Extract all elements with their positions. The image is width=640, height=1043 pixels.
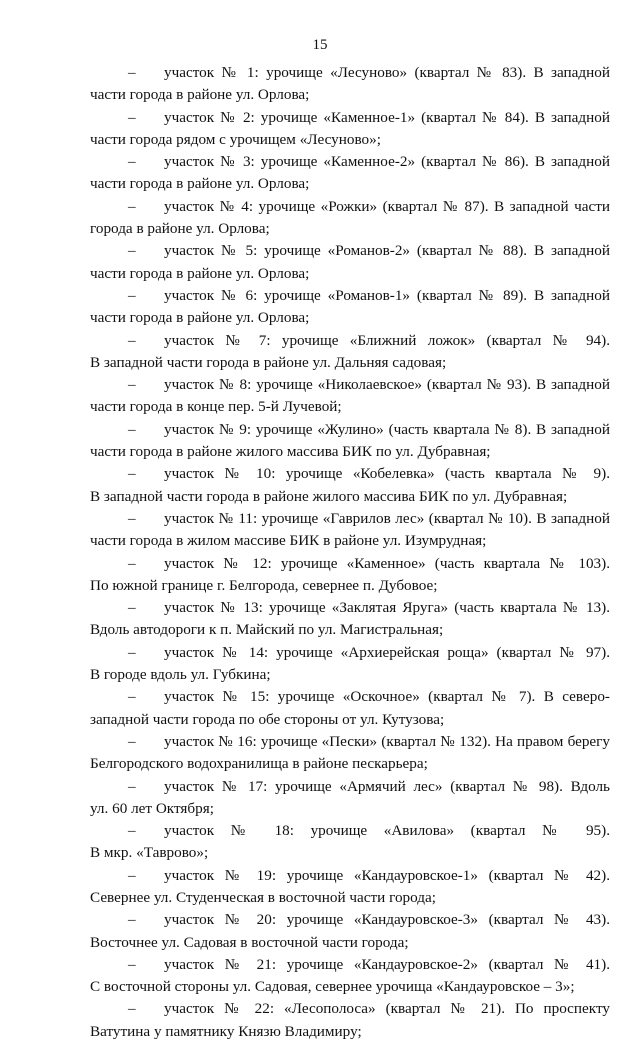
list-item-continuation: В городе вдоль ул. Губкина;	[90, 666, 271, 684]
list-item-first-line	[90, 330, 610, 352]
list-item-continuation: Вдоль автодороги к п. Майский по ул. Магистральная;	[90, 621, 444, 639]
list-item-first-line	[90, 686, 610, 708]
list-dash: –	[128, 688, 136, 706]
list-item-text: участок № 15: урочище «Оскочное» (квартал № 7). В северо-	[164, 688, 610, 706]
list-item-first-line	[90, 508, 610, 530]
list-item-text: участок № 22: «Лесополоса» (квартал № 21). По проспекту	[164, 1000, 610, 1018]
list-item-continuation: части города в районе жилого массива БИК по ул. Дубравная;	[90, 443, 491, 461]
list-item-continuation: части города в районе ул. Орлова;	[90, 175, 310, 193]
list-item-text: участок № 16: урочище «Пески» (квартал № 132). На правом берегу	[164, 732, 610, 750]
list-item-first-line	[90, 642, 610, 664]
list-item-first-line	[90, 374, 610, 396]
list-item-continuation: части города в жилом массиве БИК в районе ул. Изумрудная;	[90, 532, 487, 550]
list-item-first-line	[90, 240, 610, 262]
list-item-continuation: западной части города по обе стороны от ул. Кутузова;	[90, 710, 445, 728]
list-dash: –	[128, 64, 136, 81]
list-item-text: участок № 9: урочище «Жулино» (часть квартала № 8). В западной	[164, 420, 610, 438]
list-item	[90, 463, 610, 508]
list-dash: –	[128, 286, 136, 304]
list-item-text: участок № 3: урочище «Каменное-2» (квартал № 86). В западной	[164, 153, 610, 171]
list-item-first-line	[90, 151, 610, 173]
list-dash: –	[128, 643, 136, 661]
list-item-text: участок № 2: урочище «Каменное-1» (квартал № 84). В западной	[164, 108, 610, 126]
list-dash: –	[128, 197, 136, 215]
list-item	[90, 508, 610, 553]
list-item	[90, 731, 610, 776]
list-item-continuation: части города в районе ул. Орлова;	[90, 264, 310, 282]
list-item	[90, 865, 610, 910]
list-dash: –	[128, 465, 136, 483]
list-item-first-line	[90, 865, 610, 887]
list-item-first-line	[90, 62, 610, 84]
list-item-first-line	[90, 463, 610, 485]
list-item-first-line	[90, 776, 610, 798]
list-item-first-line	[90, 998, 610, 1020]
list-dash: –	[128, 554, 136, 572]
list-item	[90, 196, 610, 241]
list-item-text: участок № 18: урочище «Авилова» (квартал № 95).	[164, 822, 610, 840]
list-item-text: участок № 1: урочище «Лесуново» (квартал № 83). В западной	[164, 64, 610, 81]
list-item-text: участок № 5: урочище «Романов-2» (квартал № 88). В западной	[164, 242, 610, 260]
list-item	[90, 642, 610, 687]
list-item	[90, 240, 610, 285]
list-item-continuation: Ватутина у памятнику Князю Владимиру;	[90, 1022, 362, 1040]
list-item-continuation: части города рядом с урочищем «Лесуново»;	[90, 130, 381, 148]
list-item-first-line	[90, 419, 610, 441]
list-item-text: участок № 12: урочище «Каменное» (часть квартала № 103).	[164, 554, 610, 572]
list-dash: –	[128, 509, 136, 527]
list-item	[90, 998, 610, 1043]
list-item-continuation: С восточной стороны ул. Садовая, севернее урочища «Кандауровское – 3»;	[90, 978, 575, 996]
list-item	[90, 62, 610, 107]
list-item-text: участок № 13: урочище «Заклятая Яруга» (часть квартала № 13).	[164, 599, 610, 617]
list-item-text: участок № 14: урочище «Архиерейская роща» (квартал № 97).	[164, 643, 610, 661]
list-item-first-line	[90, 954, 610, 976]
list-item-continuation: По южной границе г. Белгорода, севернее п. Дубовое;	[90, 576, 438, 594]
list-item	[90, 285, 610, 330]
list-item-continuation: части города в районе ул. Орлова;	[90, 309, 310, 327]
list-dash: –	[128, 420, 136, 438]
list-item-first-line	[90, 285, 610, 307]
list-item-first-line	[90, 107, 610, 129]
list-dash: –	[128, 732, 136, 750]
list-item	[90, 686, 610, 731]
list-item	[90, 419, 610, 464]
list-item	[90, 820, 610, 865]
list-item	[90, 151, 610, 196]
list-item-first-line	[90, 909, 610, 931]
list-dash: –	[128, 108, 136, 126]
list-item-text: участок № 11: урочище «Гаврилов лес» (квартал № 10). В западной	[164, 509, 610, 527]
list-dash: –	[128, 153, 136, 171]
page-number: 15	[312, 37, 328, 53]
list-item-continuation: Восточнее ул. Садовая в восточной части города;	[90, 933, 409, 951]
list-item-text: участок № 20: урочище «Кандауровское-3» (квартал № 43).	[164, 911, 610, 929]
list-item-text: участок № 4: урочище «Рожки» (квартал № 87). В западной части	[164, 197, 610, 215]
list-dash: –	[128, 376, 136, 394]
list-item-first-line	[90, 196, 610, 218]
list-item-text: участок № 7: урочище «Ближний ложок» (квартал № 94).	[164, 331, 610, 349]
list-item-first-line	[90, 597, 610, 619]
list-item-text: участок № 19: урочище «Кандауровское-1» (квартал № 42).	[164, 866, 610, 884]
list-item-text: участок № 21: урочище «Кандауровское-2» (квартал № 41).	[164, 955, 610, 973]
list-item-text: участок № 8: урочище «Николаевское» (квартал № 93). В западной	[164, 376, 610, 394]
list-item-continuation: ул. 60 лет Октября;	[90, 799, 214, 817]
list-item	[90, 597, 610, 642]
list-item	[90, 776, 610, 821]
list-item-first-line	[90, 820, 610, 842]
list-dash: –	[128, 777, 136, 795]
list-item	[90, 909, 610, 954]
list-dash: –	[128, 331, 136, 349]
list-item	[90, 374, 610, 419]
list-item	[90, 107, 610, 152]
list-item	[90, 954, 610, 999]
list-dash: –	[128, 822, 136, 840]
list-item	[90, 330, 610, 375]
list-dash: –	[128, 242, 136, 260]
forest-plot-list	[90, 62, 610, 1043]
list-item	[90, 553, 610, 598]
list-item-continuation: Белгородского водохранилища в районе пескарьера;	[90, 755, 428, 773]
list-dash: –	[128, 866, 136, 884]
list-item-continuation: Севернее ул. Студенческая в восточной части города;	[90, 888, 436, 906]
list-dash: –	[128, 1000, 136, 1018]
list-dash: –	[128, 911, 136, 929]
list-item-text: участок № 6: урочище «Романов-1» (квартал № 89). В западной	[164, 286, 610, 304]
list-item-continuation: В западной части города в районе жилого массива БИК по ул. Дубравная;	[90, 487, 568, 505]
list-item-continuation: В мкр. «Таврово»;	[90, 844, 209, 862]
list-item-first-line	[90, 731, 610, 753]
list-item-continuation: части города в конце пер. 5-й Лучевой;	[90, 398, 342, 416]
list-item-text: участок № 10: урочище «Кобелевка» (часть квартала № 9).	[164, 465, 610, 483]
list-dash: –	[128, 599, 136, 617]
list-item-continuation: части города в районе ул. Орлова;	[90, 86, 310, 104]
list-item-continuation: города в районе ул. Орлова;	[90, 220, 270, 238]
list-dash: –	[128, 955, 136, 973]
list-item-text: участок № 17: урочище «Армячий лес» (квартал № 98). Вдоль	[164, 777, 610, 795]
list-item-first-line	[90, 553, 610, 575]
list-item-continuation: В западной части города в районе ул. Дальняя садовая;	[90, 353, 447, 371]
